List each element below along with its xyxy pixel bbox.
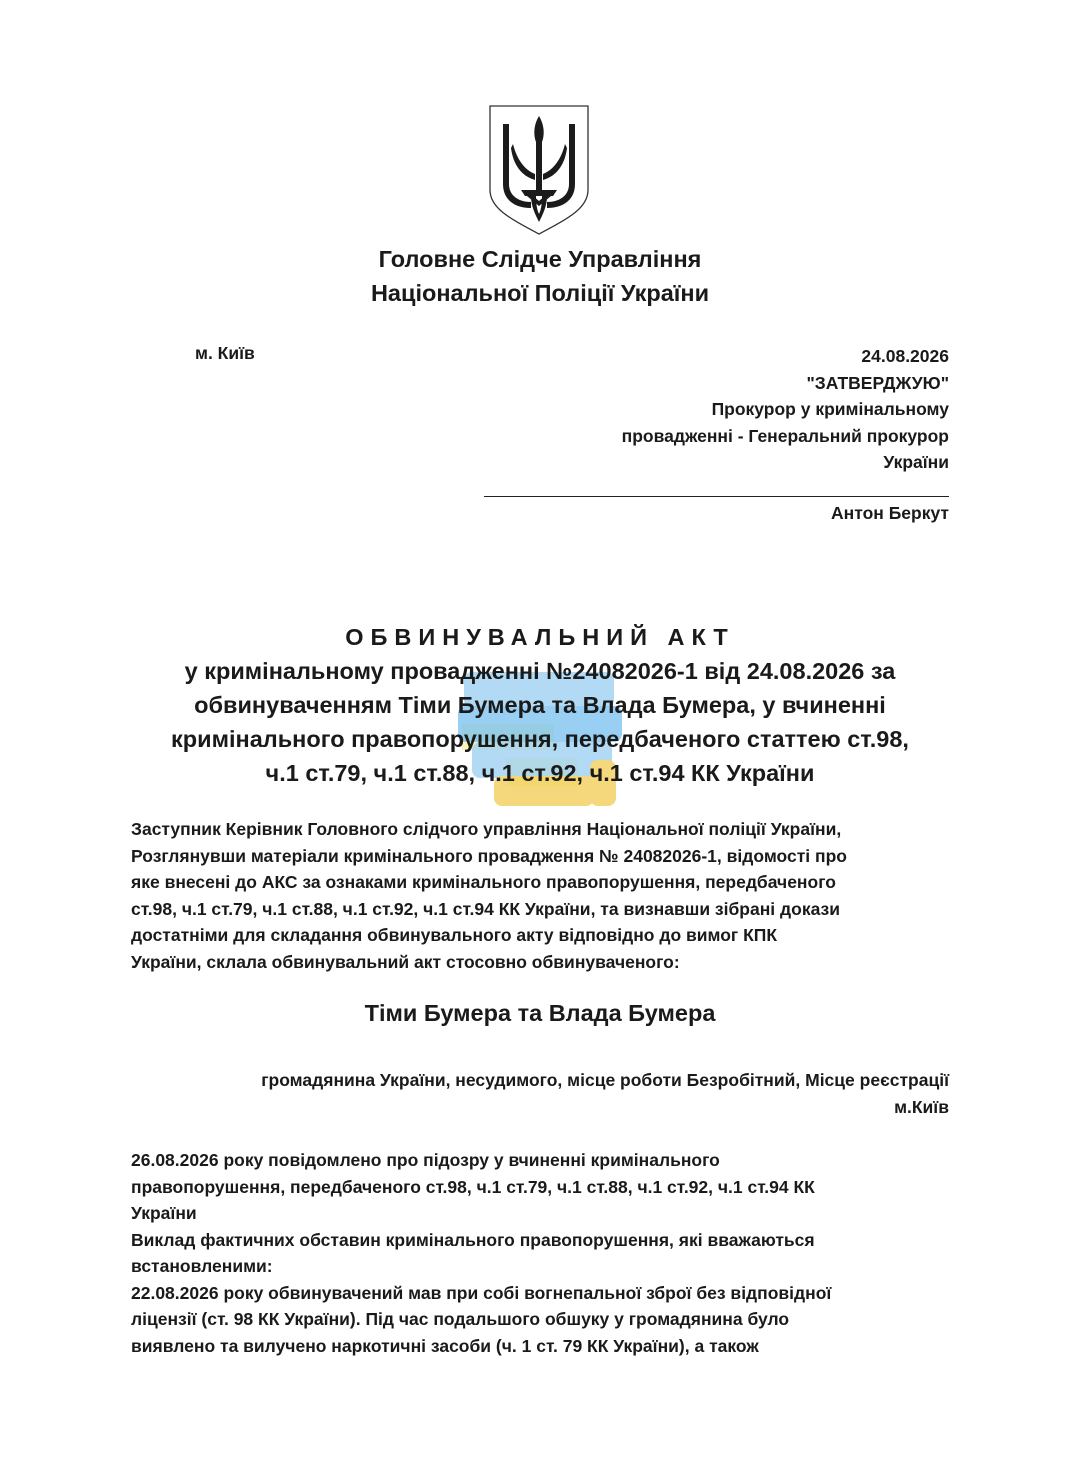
document-date: 24.08.2026	[861, 346, 949, 366]
title-line-2: у кримінальному провадженні №24082026-1 від 24.08.2026 за	[184, 658, 896, 684]
title-line-3: обвинуваченням Тіми Бумера та Влада Бумера, у вчиненні	[194, 692, 886, 718]
facts-paragraph	[131, 1147, 961, 1359]
defendant-info-line-2: м.Київ	[894, 1097, 949, 1117]
title-line-4: кримінального правопорушення, передбаченого статтею ст.98,	[171, 726, 909, 752]
document-title	[0, 620, 1080, 790]
intro-line-6: України, склала обвинувальний акт стосовно обвинуваченого:	[131, 951, 680, 972]
approver-title-2: провадженні - Генеральний прокурор	[621, 425, 949, 446]
facts-line-8: виявлено та вилучено наркотичні засоби (ч. 1 ст. 79 КК України), а також	[131, 1335, 759, 1356]
defendant-info-line-1: громадянина України, несудимого, місце роботи Безробітний, Місце реєстрації	[261, 1070, 949, 1090]
title-line-5: ч.1 ст.79, ч.1 ст.88, ч.1 ст.92, ч.1 ст.94 КК України	[265, 760, 815, 786]
facts-line-1: 26.08.2026 року повідомлено про підозру у вчиненні кримінального	[131, 1150, 720, 1170]
approval-block	[469, 343, 949, 476]
defendant-name: Тіми Бумера та Влада Бумера	[364, 1000, 716, 1026]
approval-stamp: "ЗАТВЕРДЖУЮ"	[806, 372, 949, 393]
intro-line-1: Заступник Керівник Головного слідчого управління Національної поліції України,	[131, 819, 842, 839]
agency-line-2: Національної Поліції України	[370, 280, 710, 306]
city: м. Київ	[195, 343, 255, 363]
title-heading: ОБВИНУВАЛЬНИЙ АКТ	[345, 624, 735, 650]
approver-title-3: України	[883, 452, 949, 472]
signature-line	[484, 496, 949, 497]
facts-line-2: правопорушення, передбаченого ст.98, ч.1 ст.79, ч.1 ст.88, ч.1 ст.92, ч.1 ст.94 КК	[131, 1176, 815, 1197]
facts-line-4: Виклад фактичних обставин кримінального правопорушення, які вважаються	[131, 1229, 815, 1250]
intro-line-5: достатніми для складання обвинувального акту відповідно до вимог КПК	[131, 925, 778, 945]
facts-line-6: 22.08.2026 року обвинувачений мав при собі вогнепальної зброї без відповідної	[131, 1282, 832, 1303]
agency-line-1: Головне Слідче Управління	[378, 246, 702, 272]
intro-paragraph	[131, 816, 961, 975]
coat-of-arms-icon	[487, 104, 591, 236]
facts-line-7: ліцензії (ст. 98 КК України). Під час подальшого обшуку у громадянина було	[131, 1309, 790, 1329]
facts-line-5: встановленими:	[131, 1256, 273, 1276]
facts-line-3: України	[131, 1203, 197, 1223]
agency-header	[0, 242, 1080, 310]
intro-line-4: ст.98, ч.1 ст.79, ч.1 ст.88, ч.1 ст.92, ч.1 ст.94 КК України, та визнавши зібрані докази	[131, 898, 840, 919]
approver-title-1: Прокурор у кримінальному	[711, 399, 949, 419]
defendant-info	[149, 1067, 949, 1121]
intro-line-2: Розглянувши матеріали кримінального провадження № 24082026-1, відомості про	[131, 845, 847, 866]
signer-name: Антон Беркут	[831, 503, 949, 523]
intro-line-3: яке внесені до АКС за ознаками кримінального правопорушення, передбаченого	[131, 872, 836, 892]
